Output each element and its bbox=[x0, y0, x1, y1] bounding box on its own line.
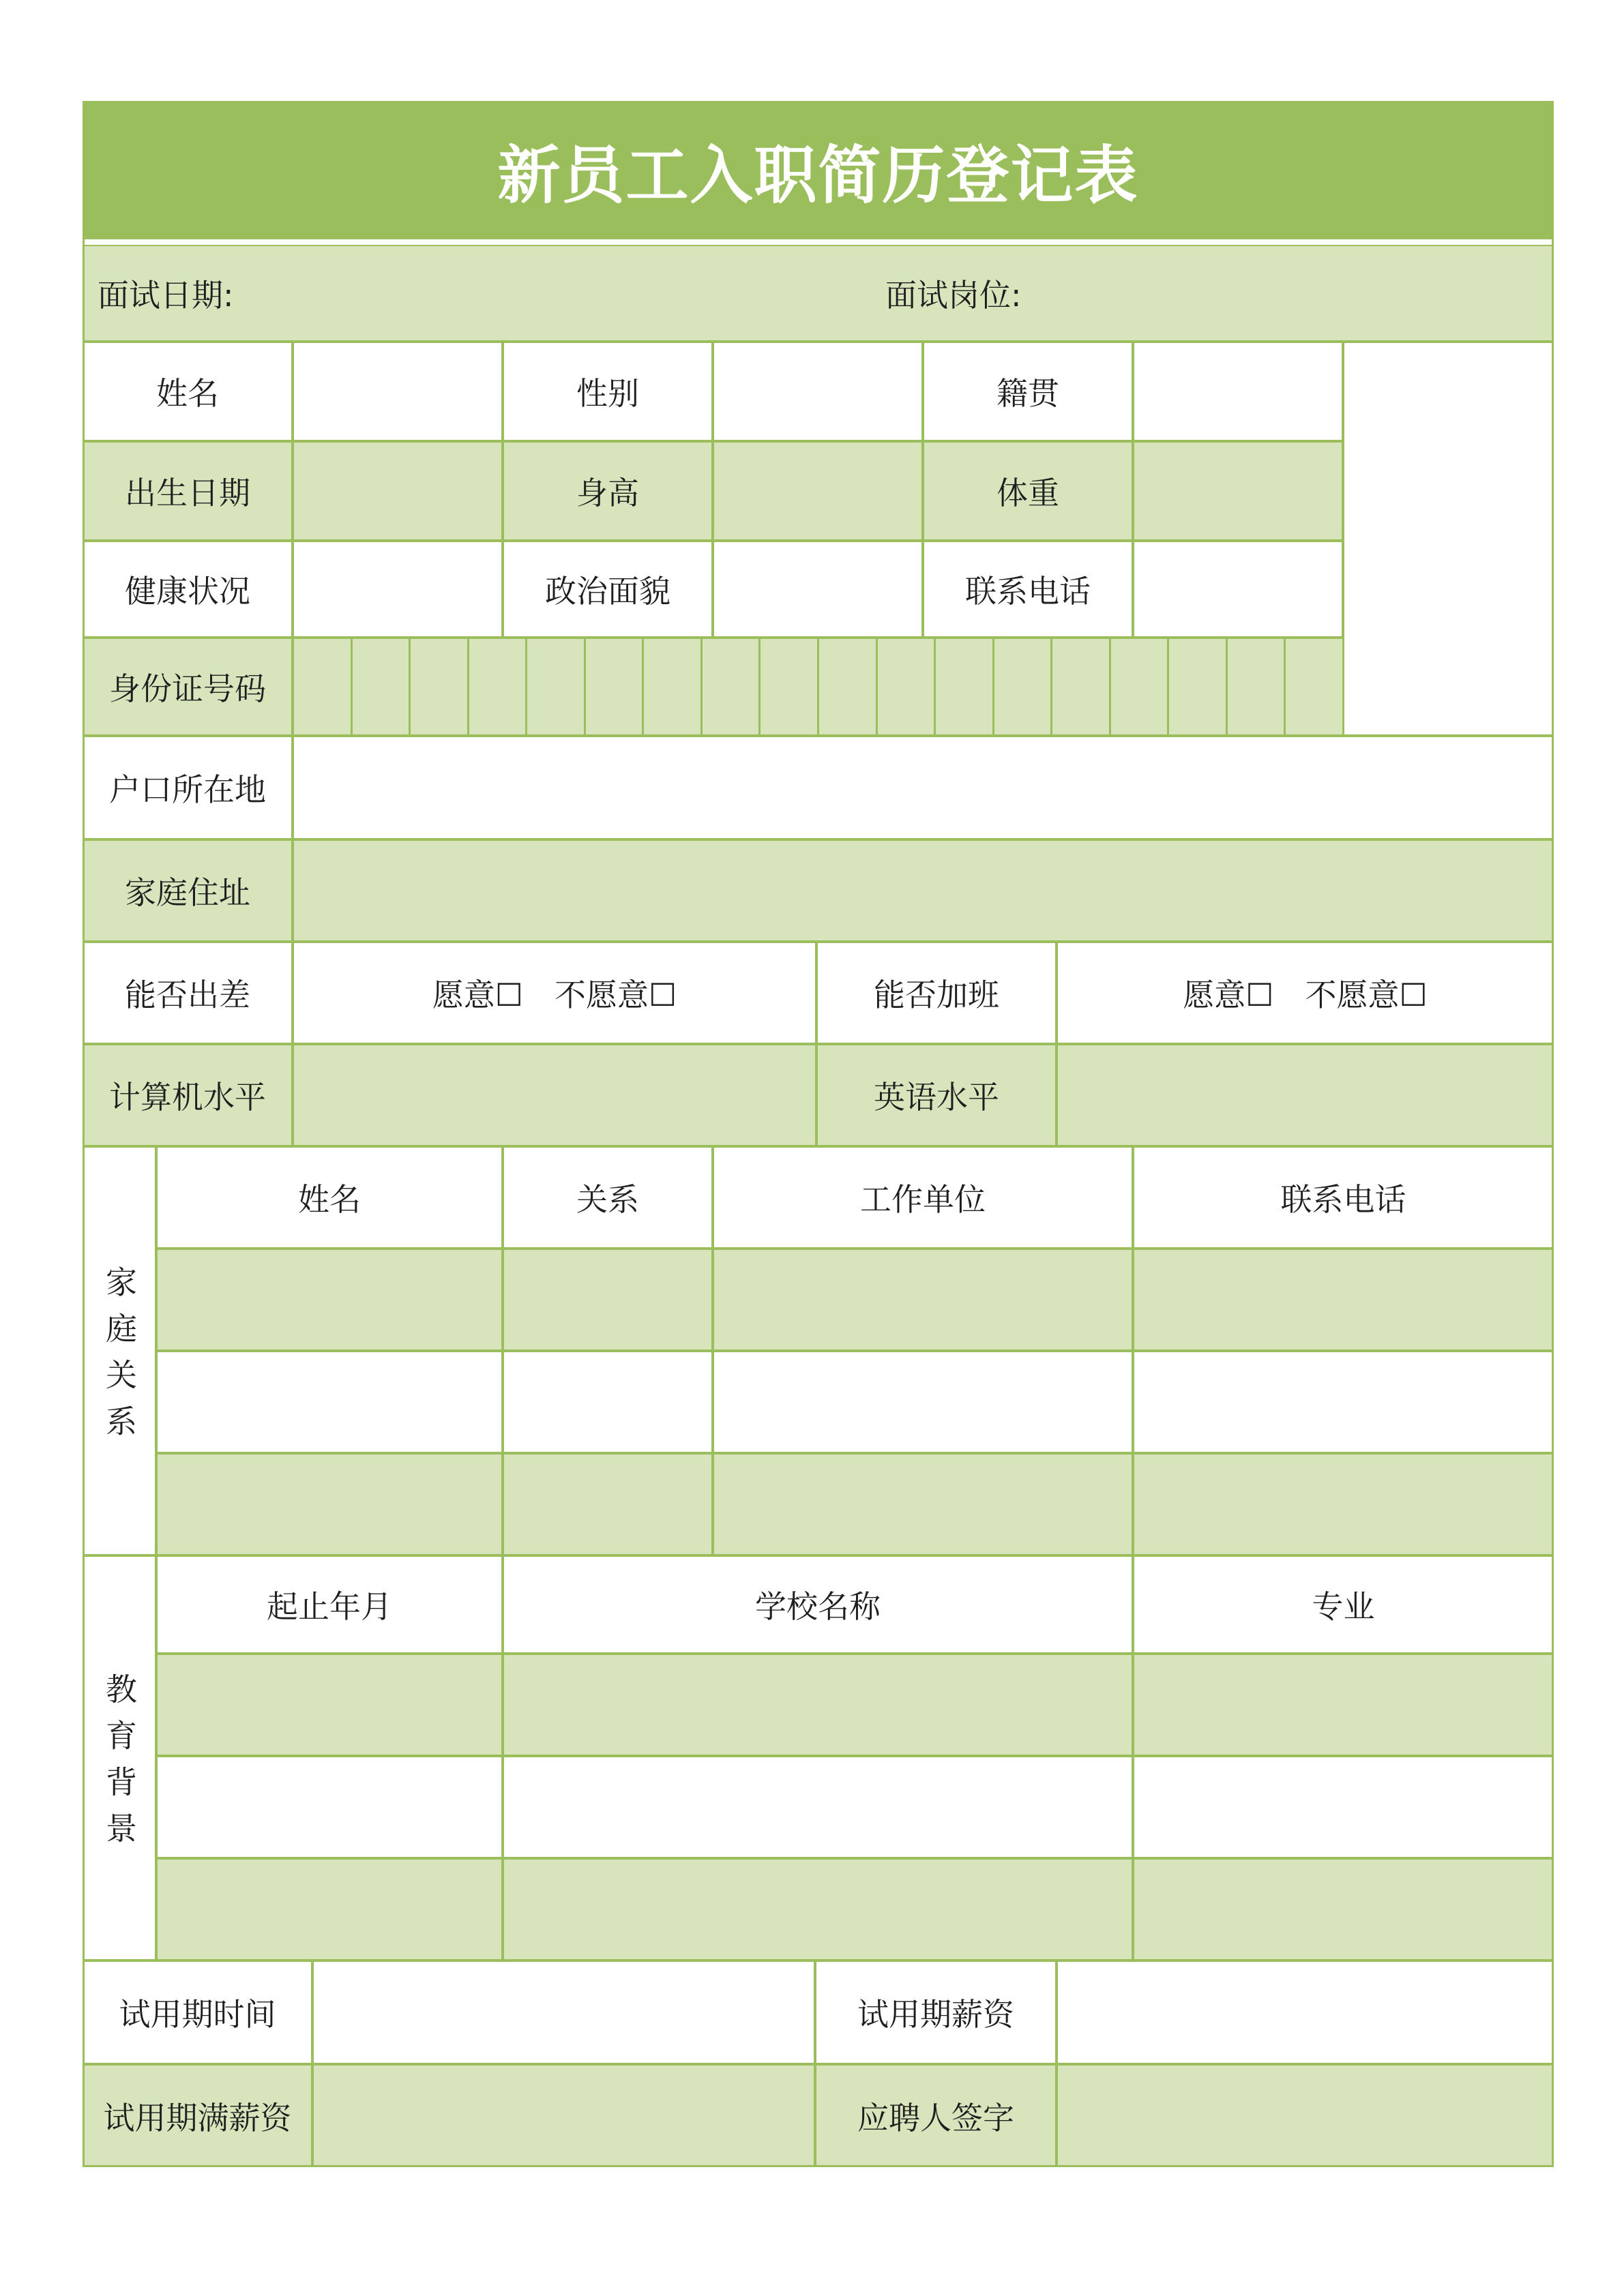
id-digit-box[interactable] bbox=[701, 638, 761, 736]
field-english[interactable] bbox=[1057, 1044, 1554, 1146]
label-health: 健康状况 bbox=[83, 541, 293, 638]
label-native-place: 籍贯 bbox=[923, 342, 1133, 441]
overtime-yes-checkbox[interactable]: 愿意☐ bbox=[1183, 976, 1274, 1013]
label-home-address: 家庭住址 bbox=[83, 839, 293, 942]
id-digit-box[interactable] bbox=[993, 638, 1052, 736]
id-digit-box[interactable] bbox=[643, 638, 702, 736]
label-hukou: 户口所在地 bbox=[83, 736, 293, 839]
education-row-2-school[interactable] bbox=[503, 1756, 1133, 1858]
label-probation-salary: 试用期薪资 bbox=[815, 1960, 1057, 2064]
field-probation-salary[interactable] bbox=[1057, 1960, 1554, 2064]
family-row-1-name[interactable] bbox=[156, 1249, 503, 1351]
field-home-address[interactable] bbox=[293, 839, 1554, 942]
family-row-2-employer[interactable] bbox=[713, 1351, 1133, 1453]
family-row-2-phone[interactable] bbox=[1133, 1351, 1554, 1453]
title-separator bbox=[83, 239, 1554, 245]
id-digit-box[interactable] bbox=[293, 638, 352, 736]
form-title: 新员工入职简历登记表 bbox=[497, 138, 1139, 212]
field-name[interactable] bbox=[293, 342, 503, 441]
label-height: 身高 bbox=[503, 441, 713, 541]
education-row-2-period[interactable] bbox=[156, 1756, 503, 1858]
education-header-major: 专业 bbox=[1133, 1555, 1554, 1654]
field-weight[interactable] bbox=[1133, 441, 1343, 541]
education-row-1-period[interactable] bbox=[156, 1654, 503, 1756]
field-phone[interactable] bbox=[1133, 541, 1343, 638]
family-row-2-relation[interactable] bbox=[503, 1351, 713, 1453]
family-header-name: 姓名 bbox=[156, 1146, 503, 1249]
label-travel: 能否出差 bbox=[83, 942, 293, 1044]
label-political: 政治面貌 bbox=[503, 541, 713, 638]
id-digit-box[interactable] bbox=[818, 638, 877, 736]
id-digit-box[interactable] bbox=[1226, 638, 1286, 736]
education-row-3-major[interactable] bbox=[1133, 1858, 1554, 1960]
education-header-period: 起止年月 bbox=[156, 1555, 503, 1654]
field-probation-period[interactable] bbox=[312, 1960, 815, 2064]
label-weight: 体重 bbox=[923, 441, 1133, 541]
label-id-number: 身份证号码 bbox=[83, 638, 293, 736]
id-digit-box[interactable] bbox=[1168, 638, 1227, 736]
field-birth-date[interactable] bbox=[293, 441, 503, 541]
id-digit-box[interactable] bbox=[1110, 638, 1169, 736]
field-hukou[interactable] bbox=[293, 736, 1554, 839]
label-birth-date: 出生日期 bbox=[83, 441, 293, 541]
family-header-employer: 工作单位 bbox=[713, 1146, 1133, 1249]
travel-no-checkbox[interactable]: 不愿意☐ bbox=[555, 976, 677, 1013]
family-row-1-phone[interactable] bbox=[1133, 1249, 1554, 1351]
id-digit-box[interactable] bbox=[1051, 638, 1110, 736]
family-row-3-relation[interactable] bbox=[503, 1453, 713, 1555]
family-row-3-phone[interactable] bbox=[1133, 1453, 1554, 1555]
family-header-phone: 联系电话 bbox=[1133, 1146, 1554, 1249]
field-signature[interactable] bbox=[1057, 2064, 1554, 2167]
interview-position-label: 面试岗位: bbox=[885, 277, 1022, 314]
id-digit-box[interactable] bbox=[351, 638, 411, 736]
id-digit-box[interactable] bbox=[759, 638, 818, 736]
label-phone: 联系电话 bbox=[923, 541, 1133, 638]
field-political[interactable] bbox=[713, 541, 923, 638]
family-row-3-name[interactable] bbox=[156, 1453, 503, 1555]
field-gender[interactable] bbox=[713, 342, 923, 441]
photo-box[interactable] bbox=[1343, 342, 1554, 736]
education-row-2-major[interactable] bbox=[1133, 1756, 1554, 1858]
label-signature: 应聘人签字 bbox=[815, 2064, 1057, 2167]
interview-row bbox=[83, 245, 1554, 342]
education-row-3-period[interactable] bbox=[156, 1858, 503, 1960]
education-row-1-school[interactable] bbox=[503, 1654, 1133, 1756]
id-digit-box[interactable] bbox=[585, 638, 644, 736]
field-height[interactable] bbox=[713, 441, 923, 541]
education-row-1-major[interactable] bbox=[1133, 1654, 1554, 1756]
overtime-no-checkbox[interactable]: 不愿意☐ bbox=[1305, 976, 1428, 1013]
interview-date-label: 面试日期: bbox=[98, 277, 234, 314]
family-row-2-name[interactable] bbox=[156, 1351, 503, 1453]
label-name: 姓名 bbox=[83, 342, 293, 441]
label-probation-period: 试用期时间 bbox=[83, 1960, 312, 2064]
education-section-label: 教育背景 bbox=[83, 1555, 156, 1960]
id-digit-box[interactable] bbox=[526, 638, 585, 736]
family-row-1-relation[interactable] bbox=[503, 1249, 713, 1351]
id-digit-box[interactable] bbox=[1284, 638, 1344, 736]
field-native-place[interactable] bbox=[1133, 342, 1343, 441]
travel-options bbox=[293, 942, 816, 1044]
label-full-salary: 试用期满薪资 bbox=[83, 2064, 312, 2167]
family-header-relation: 关系 bbox=[503, 1146, 713, 1249]
family-row-1-employer[interactable] bbox=[713, 1249, 1133, 1351]
label-english: 英语水平 bbox=[816, 1044, 1057, 1146]
label-gender: 性别 bbox=[503, 342, 713, 441]
field-computer[interactable] bbox=[293, 1044, 816, 1146]
label-computer: 计算机水平 bbox=[83, 1044, 293, 1146]
overtime-options bbox=[1057, 942, 1554, 1044]
label-overtime: 能否加班 bbox=[816, 942, 1057, 1044]
id-digit-box[interactable] bbox=[934, 638, 994, 736]
field-health[interactable] bbox=[293, 541, 503, 638]
education-header-school: 学校名称 bbox=[503, 1555, 1133, 1654]
id-digit-box[interactable] bbox=[409, 638, 469, 736]
field-full-salary[interactable] bbox=[312, 2064, 815, 2167]
family-row-3-employer[interactable] bbox=[713, 1453, 1133, 1555]
id-digit-box[interactable] bbox=[876, 638, 936, 736]
travel-yes-checkbox[interactable]: 愿意☐ bbox=[432, 976, 523, 1013]
id-digit-box[interactable] bbox=[468, 638, 527, 736]
family-section-label: 家庭关系 bbox=[83, 1146, 156, 1555]
title-bar bbox=[83, 101, 1554, 239]
education-row-3-school[interactable] bbox=[503, 1858, 1133, 1960]
